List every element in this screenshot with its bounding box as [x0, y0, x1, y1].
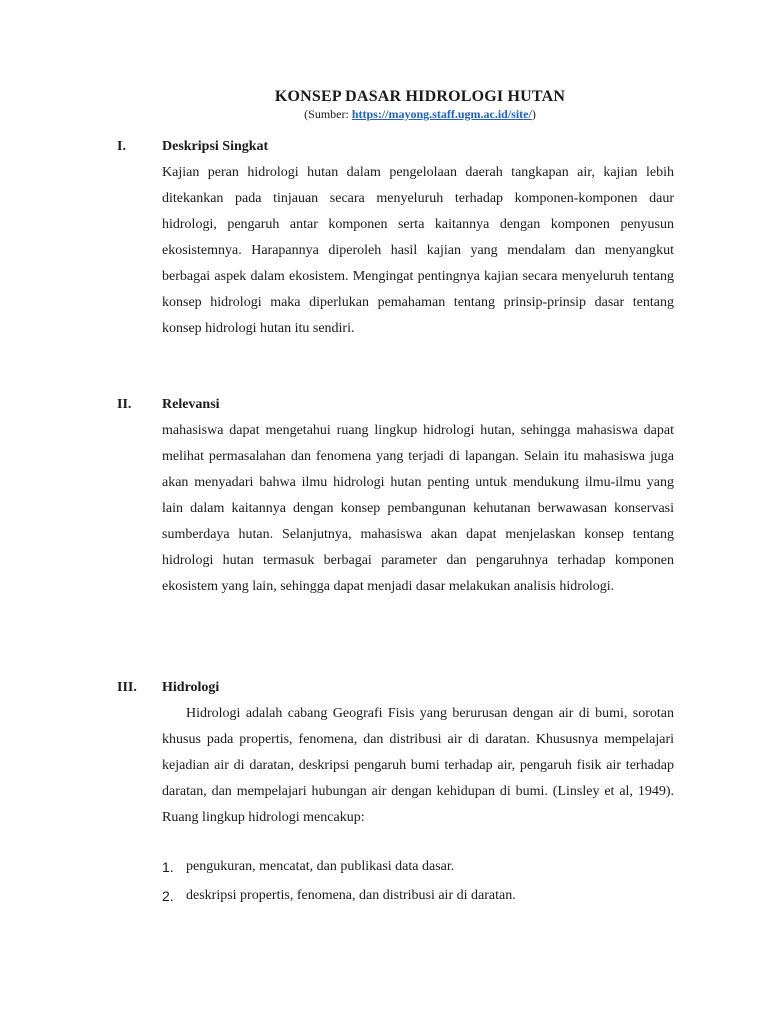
- list-item-number: 1.: [162, 859, 174, 875]
- source-prefix: (Sumber:: [304, 107, 352, 121]
- section-heading: Relevansi: [162, 397, 220, 412]
- list-item: [162, 857, 674, 886]
- section-number: III.: [117, 680, 137, 695]
- list-item-text: deskripsi propertis, fenomena, dan distribusi air di daratan.: [186, 888, 516, 903]
- section-heading: Hidrologi: [162, 680, 220, 695]
- section-body: Kajian peran hidrologi hutan dalam pengelolaan daerah tangkapan air, kajian lebih ditekankan pada tinjauan secara menyeluruh terhadap komponen-komponen daur hidrologi, pengaruh antar komponen serta kaitannya dengan komponen penyusun ekosistemnya. Harapannya diperoleh hasil kajian yang mendalam dan menyangkut berbagai aspek dalam ekosistem. Mengingat pentingnya kajian secara menyeluruh tentang konsep hidrologi maka diperlukan pemahaman tentang prinsip-prinsip dasar tentang konsep hidrologi hutan itu sendiri.: [162, 165, 674, 336]
- document-title: KONSEP DASAR HIDROLOGI HUTAN: [274, 88, 566, 105]
- list-item-number: 2.: [162, 888, 174, 904]
- source-suffix: ): [531, 107, 536, 121]
- section-body: Hidrologi adalah cabang Geografi Fisis yang berurusan dengan air di bumi, sorotan khusus pada propertis, fenomena, dan distribusi air di daratan. Khususnya mempelajari kejadian air di daratan, deskripsi pengaruh bumi terhadap air, pengaruh fisik air terhadap daratan, dan mempelajari hubungan air dengan kehidupan di bumi. (Linsley et al, 1949). Ruang lingkup hidrologi mencakup:: [162, 706, 674, 825]
- section-number: II.: [117, 397, 132, 412]
- source-link[interactable]: https://mayong.staff.ugm.ac.id/site/: [351, 107, 532, 121]
- list-item: [162, 886, 674, 915]
- section-body: mahasiswa dapat mengetahui ruang lingkup hidrologi hutan, sehingga mahasiswa dapat melihat permasalahan dan fenomena yang terjadi di lapangan. Selain itu mahasiswa juga akan menyadari bahwa ilmu hidrologi hutan penting untuk mendukung ilmu-ilmu yang lain dalam kaitannya dengan konsep pembangunan kehutanan berwawasan konservasi sumberdaya hutan. Selanjutnya, mahasiswa akan dapat menjelaskan konsep tentang hidrologi hutan termasuk berbagai parameter dan pengaruhnya terhadap komponen ekosistem yang lain, sehingga dapat menjadi dasar melakukan analisis hidrologi.: [162, 423, 674, 594]
- list-item-text: pengukuran, mencatat, dan publikasi data dasar.: [186, 859, 455, 874]
- section-heading: Deskripsi Singkat: [162, 139, 269, 154]
- section-number: I.: [117, 139, 126, 154]
- scope-list: [162, 857, 674, 915]
- document-source: [0, 107, 768, 122]
